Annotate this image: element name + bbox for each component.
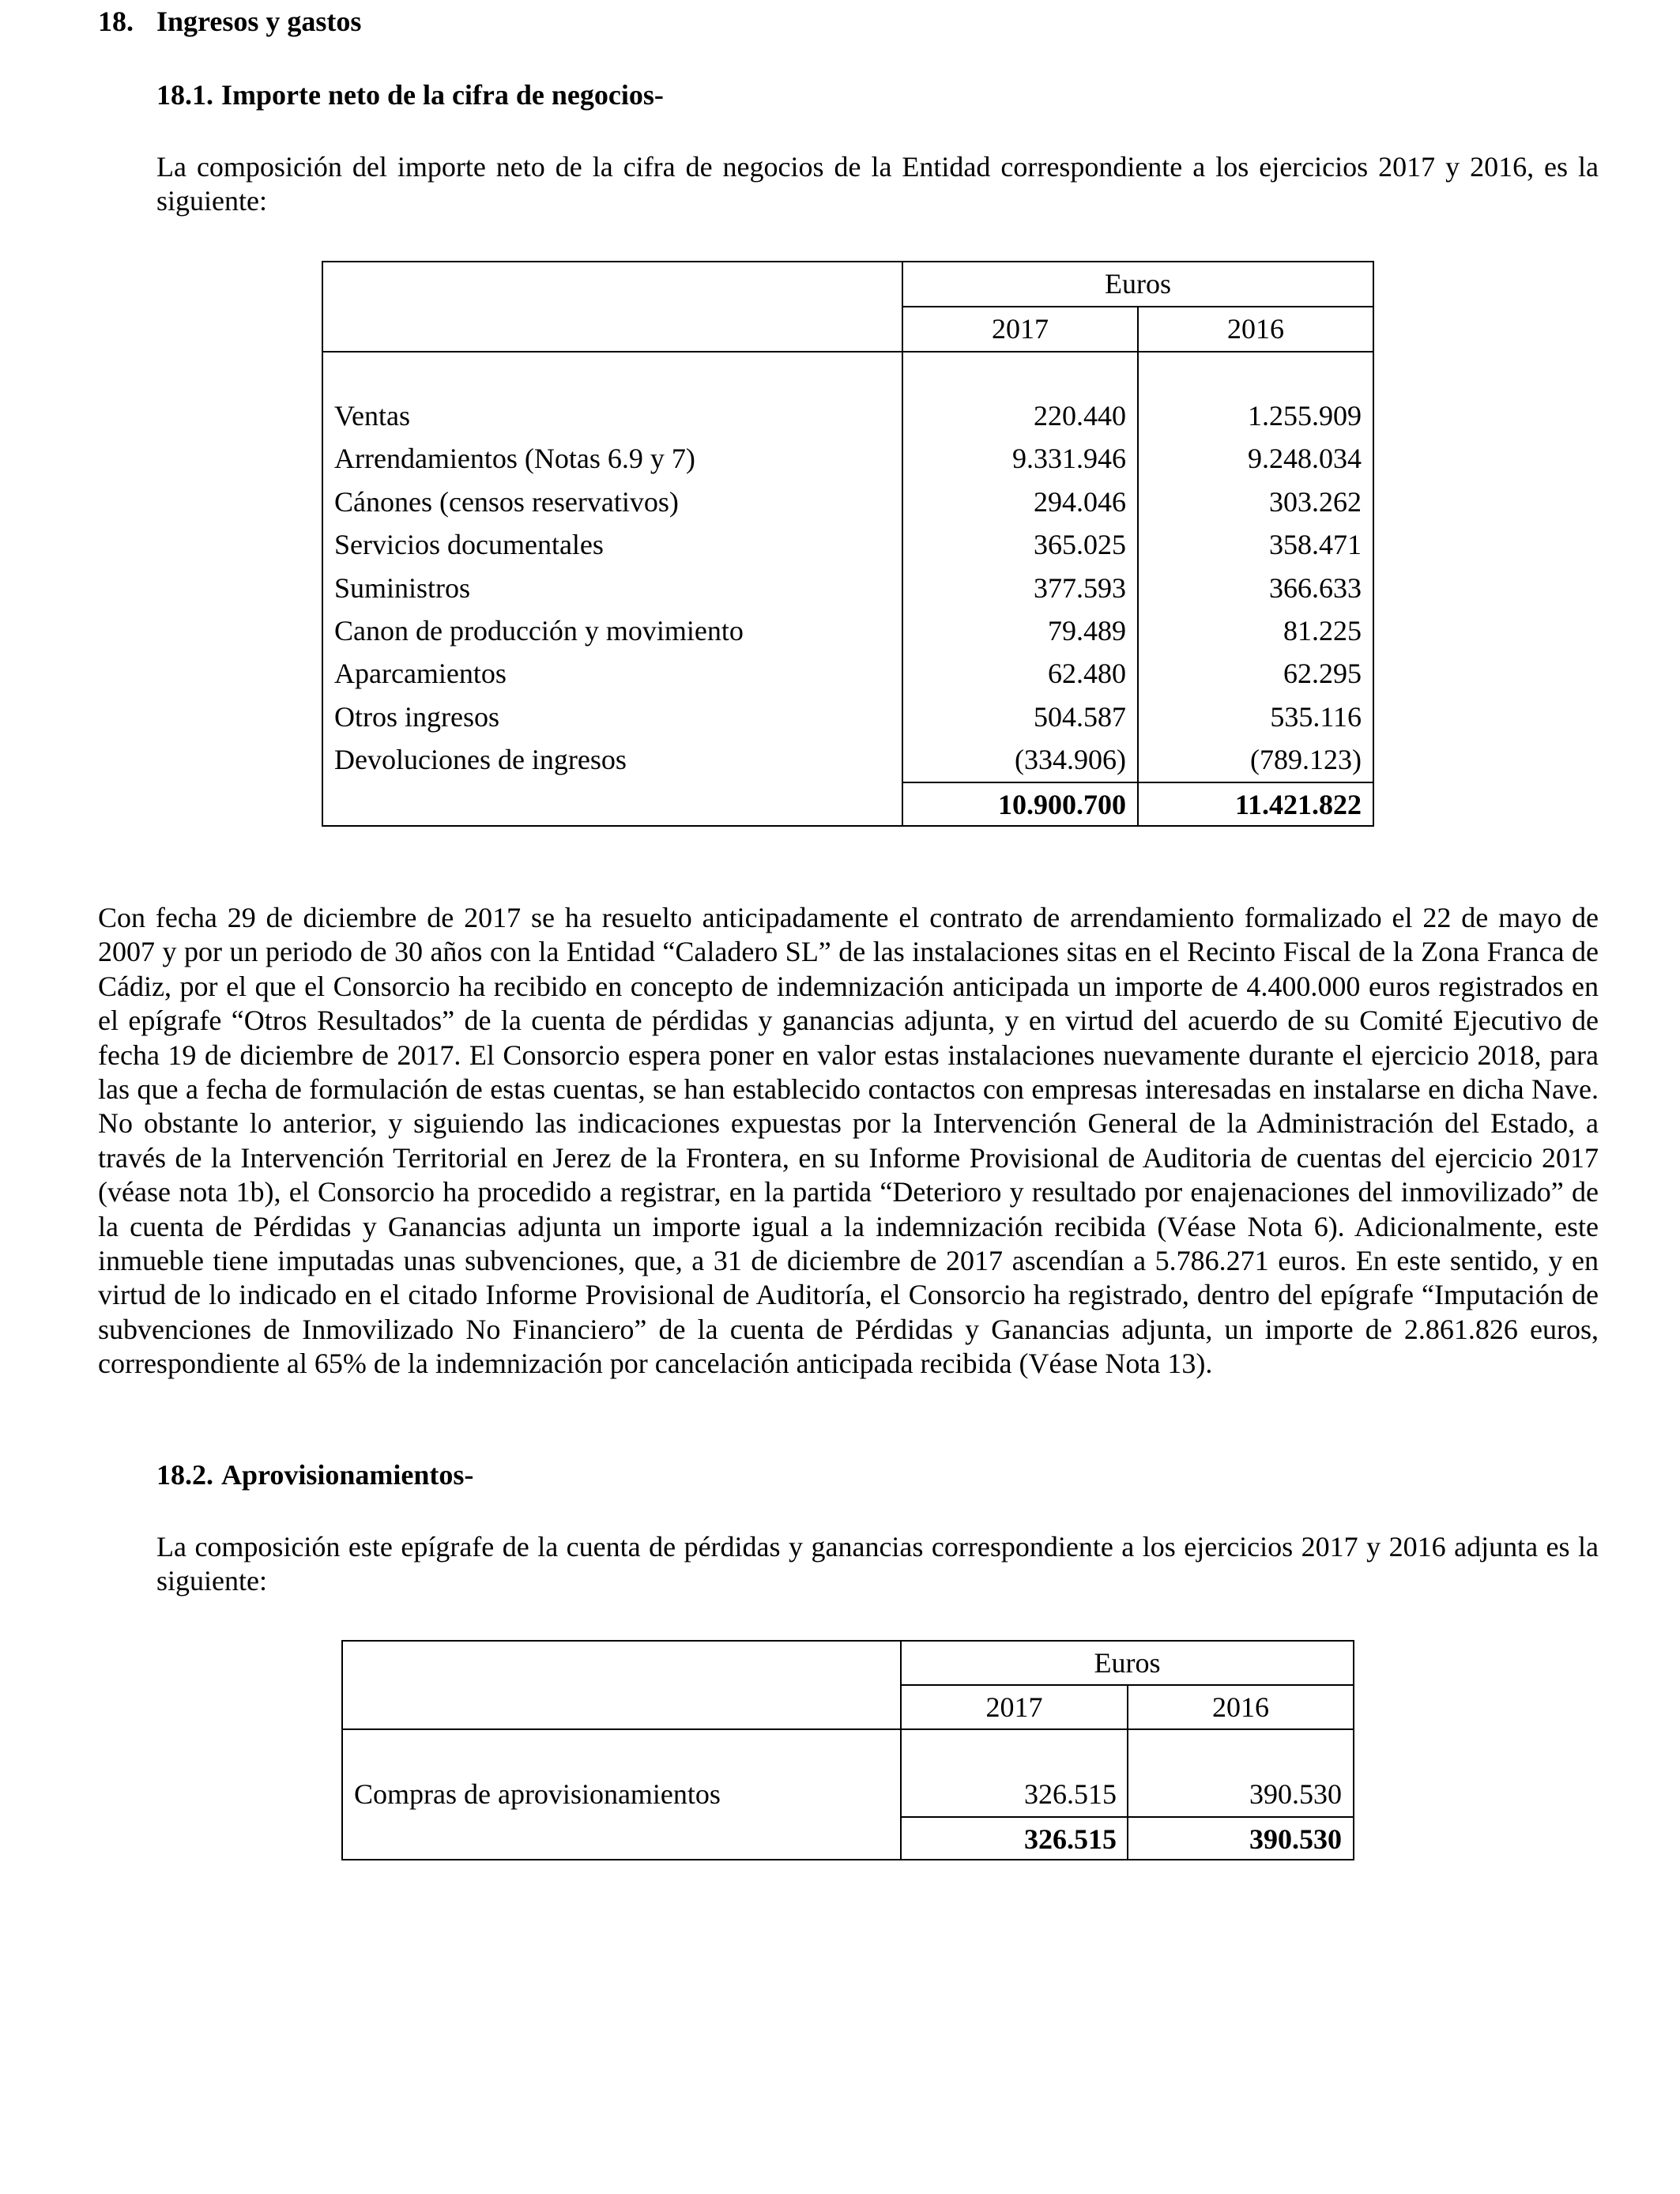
subsection-title: Importe neto de la cifra de negocios- — [221, 79, 664, 111]
row-label: Arrendamientos (Notas 6.9 y 7) — [334, 443, 695, 474]
subsection-number: 18.1. — [156, 79, 213, 111]
subsection-heading-18-2 — [156, 1458, 473, 1491]
intro-paragraph-18-1: La composición del importe neto de la cifra de negocios de la Entidad correspondiente a los ejercicios 2017 y 2016, es la siguiente: — [156, 151, 1599, 217]
value-2016: 9.248.034 — [1248, 443, 1362, 474]
subsection-number: 18.2. — [156, 1459, 213, 1491]
value-2017: 220.440 — [1034, 400, 1126, 432]
value-2017: 504.587 — [1034, 701, 1126, 733]
value-2016: 303.262 — [1269, 486, 1362, 518]
row-label: Aparcamientos — [334, 658, 507, 689]
row-label: Cánones (censos reservativos) — [334, 486, 679, 518]
total-2016: 11.421.822 — [1234, 789, 1362, 820]
value-2017: 62.480 — [1048, 658, 1126, 689]
column-header-2017: 2017 — [992, 313, 1049, 345]
value-2016: 1.255.909 — [1248, 400, 1362, 432]
column-header-2017: 2017 — [985, 1691, 1043, 1723]
value-2017: 365.025 — [1034, 529, 1126, 560]
value-2017: 326.515 — [1024, 1778, 1117, 1810]
row-divider — [323, 351, 1373, 352]
termination-note-paragraph: Con fecha 29 de diciembre de 2017 se ha resuelto anticipadamente el contrato de arrendamiento formalizado el 22 de mayo de 2007 y por un periodo de 30 años con la Entidad “Caladero SL” de las instalaciones sitas en el Recinto Fiscal de la Zona Franca de Cádiz, por el que el Consorcio ha recibido en concepto de indemnización anticipada un importe de 4.400.000 euros registrados en el epígrafe “Otros Resultados” de la cuenta de pérdidas y ganancias adjunta, y en virtud del acuerdo de su Comité Ejecutivo de fecha 19 de diciembre de 2017. El Consorcio espera poner en valor estas instalaciones nuevamente durante el ejercicio 2018, para las que a fecha de formulación de estas cuentas, se han establecido contactos con empresas interesadas en instalarse en dicha Nave. No obstante lo anterior, y siguiendo las indicaciones expuestas por la Intervención General de la Administración del Estado, a través de la Intervención Territorial en Jerez de la Frontera, en su Informe Provisional de Auditoria de cuentas del ejercicio 2017 (véase nota 1b), el Consorcio ha procedido a registrar, en la partida “Deterioro y resultado por enajenaciones del inmovilizado” de la cuenta de Pérdidas y Ganancias adjunta un importe igual a la indemnización recibida (Véase Nota 6). Adicionalmente, este inmueble tiene imputadas unas subvenciones, que, a 31 de diciembre de 2017 ascendían a 5.786.271 euros. En este sentido, y en virtud de lo indicado en el citado Informe Provisional de Auditoría, el Consorcio ha registrado, dentro del epígrafe “Imputación de subvenciones de Inmovilizado No Financiero” de la cuenta de Pérdidas y Ganancias adjunta, un importe de 2.861.826 euros, correspondiente al 65% de la indemnización por cancelación anticipada recibida (Véase Nota 13). — [98, 902, 1599, 1380]
row-divider — [343, 1728, 1353, 1730]
value-2016: 366.633 — [1269, 572, 1362, 604]
total-2016: 390.530 — [1249, 1823, 1342, 1855]
revenue-table — [322, 261, 1374, 827]
subsection-heading-18-1 — [156, 78, 664, 111]
value-2016: 390.530 — [1249, 1778, 1342, 1810]
subsection-title: Aprovisionamientos- — [221, 1459, 474, 1491]
unit-header: Euros — [1094, 1647, 1161, 1679]
row-label: Compras de aprovisionamientos — [354, 1778, 721, 1810]
section-heading — [98, 5, 361, 38]
row-label: Ventas — [334, 400, 410, 432]
row-label: Suministros — [334, 572, 471, 604]
value-2017: 9.331.946 — [1012, 443, 1126, 474]
row-label: Servicios documentales — [334, 529, 604, 560]
value-2017: 377.593 — [1034, 572, 1126, 604]
value-2017: 294.046 — [1034, 486, 1126, 518]
section-number: 18. — [98, 6, 134, 37]
value-2017: (334.906) — [1015, 744, 1126, 775]
value-2016: 535.116 — [1270, 701, 1362, 733]
value-2017: 79.489 — [1048, 615, 1126, 647]
row-label: Devoluciones de ingresos — [334, 744, 627, 775]
value-2016: 62.295 — [1283, 658, 1362, 689]
intro-paragraph-18-2: La composición este epígrafe de la cuenta de pérdidas y ganancias correspondiente a los ejercicios 2017 y 2016 adjunta es la siguiente: — [156, 1531, 1599, 1597]
row-label: Otros ingresos — [334, 701, 499, 733]
unit-header: Euros — [1105, 268, 1171, 300]
column-header-2016: 2016 — [1212, 1691, 1269, 1723]
row-label: Canon de producción y movimiento — [334, 615, 744, 647]
column-header-2016: 2016 — [1227, 313, 1284, 345]
value-2016: 81.225 — [1283, 615, 1362, 647]
section-title: Ingresos y gastos — [156, 6, 362, 37]
total-2017: 10.900.700 — [998, 789, 1126, 820]
total-2017: 326.515 — [1024, 1823, 1117, 1855]
supplies-table — [341, 1640, 1354, 1860]
value-2016: 358.471 — [1269, 529, 1362, 560]
value-2016: (789.123) — [1250, 744, 1362, 775]
